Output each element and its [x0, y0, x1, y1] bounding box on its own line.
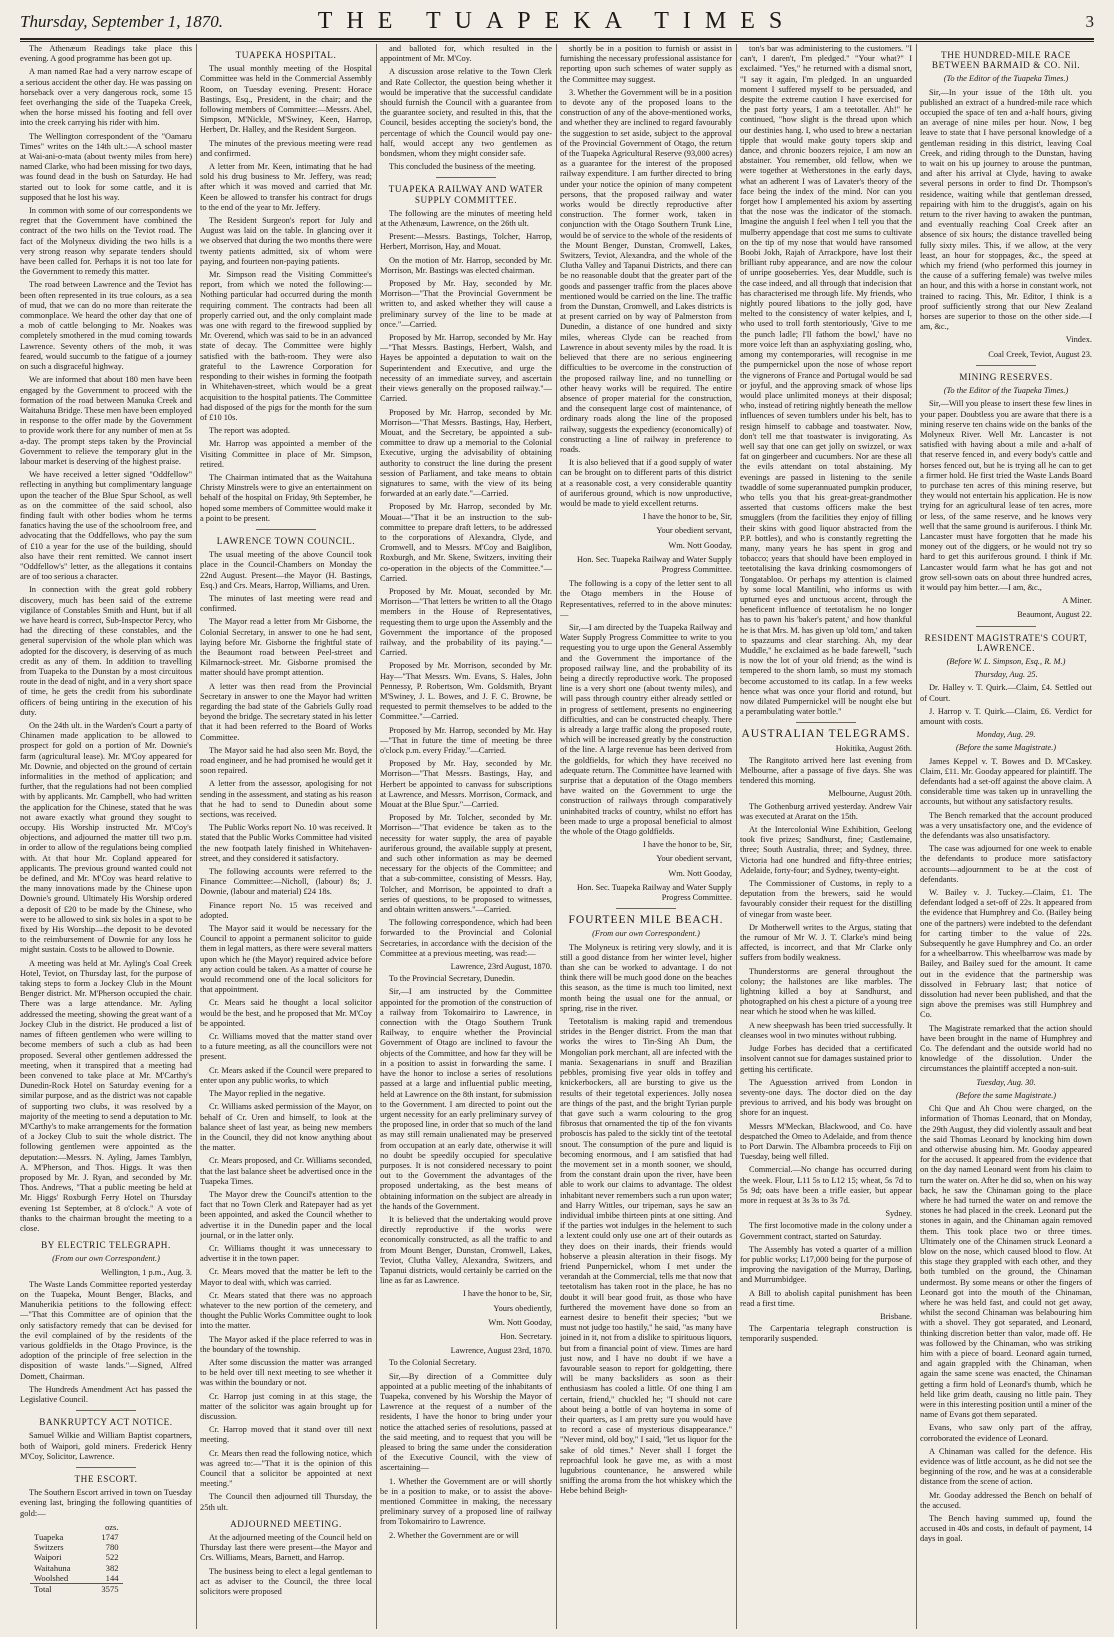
divider [796, 722, 856, 723]
paragraph: Evans, who saw only part of the affray, corroborated the evidence of Leonard. [920, 1423, 1092, 1443]
paragraph: Cr. Mears stated that there was no approach whatever to the new portion of the cemetery, and thought the Public Works Committee ought to look into the matter. [200, 1290, 372, 1331]
paragraph: Proposed by Mr. Hay, seconded by Mr. Morrison—"That the Provincial Government be written to, and asked whether they will cause a preliminary survey of the line to be made at once."—Carried. [380, 279, 552, 329]
railway-heading: TUAPEKA RAILWAY AND WATER SUPPLY COMMITTEE. [388, 184, 544, 205]
gold-ozs: 382 [105, 1562, 119, 1573]
paragraph: W. Bailey v. J. Tuckey.—Claim, £1. The defendant lodged a set-off of 22s. It appeared from the evidence that Humphrey and Co. (Bailey being one of the partners) were indebted to the defendant for carting timber to the value of 22s. Subsequently he gave Humphrey and Co. an order for a wheelbarrow. This wheelbarrow was made by Bailey, and Bailey sued for the amount. It came out in the evidence that the partnership was dissolved in February last; that notice of dissolution had never been published, and that the sign above the premises was still Humphrey and Co. [920, 888, 1092, 1020]
gold-place: Waitahuna [34, 1562, 71, 1573]
paragraph: Sir,—I am directed by the Tuapeka Railway and Water Supply Progress Committee to write to you requesting you to urge upon the General Assembly and the Government the importance of the proposed railway line, and the probability of its being a directly reproductive work. The proposed line is a very short one (about twenty miles), and will pass through country either already settled or in progress of settlement, presents no engineering difficulties, and can be constructed cheaply. There is already a large traffic along the proposed route, which will be increased greatly by the construction of the line. A large revenue has been derived from the goldfields, for which they have received no adequate return. The Committee have learned with surprise that a deputation of the Otago members have waited on the Government to urge the construction of railways through comparatively uninhabited tracks of country, whilst no effort has been made to urge a proposal beneficial to almost the whole of the Otago goldfields. [560, 622, 732, 837]
paragraph: The Resident Surgeon's report for July and August was laid on the table. In glancing over it we observed that during the two months there were twenty patients admitted, six of whom were paying, and fourteen non-paying patients. [200, 216, 372, 266]
column-1 [20, 44, 192, 1629]
signature-line: Your obedient servant, [656, 526, 732, 536]
paragraph: The Wellington correspondent of the "Oamaru Times" writes on the 14th ult.:—A school master at Wai-ani-o-mata (about twenty miles from here) named Clarke, who had been missing for two days, was found dead in the bush on Saturday. He had started out to look for some cattle, and it is supposed that he lost his way. [20, 131, 192, 202]
signature-line: A Miner. [1062, 596, 1092, 606]
gold-place: Woolshed [34, 1572, 69, 1583]
paragraph: It is believed that the undertaking would prove directly reproductive if the works were economically constructed, as all the traffic to and from Mount Benger, Dunstan, Cromwell, Lakes, Teviot, Clutha Valley, Alexandra, Switzers, and Tapanui districts, would certainly be carried on the line as far as Lawrence. [380, 1214, 552, 1286]
paragraph: The Molyneux is retiring very slowly, and it is still a good distance from her winter level, higher than she can be worked to advantage. I do not think there will be much good done on the beaches this season, as the time is much too limited, next month being the usual one for the annual, or spring, rise in the river. [560, 942, 732, 1013]
telegram-dateline: Melbourne, August 20th. [828, 789, 912, 799]
column-2 [200, 44, 372, 1629]
paragraph: Sir,—Will you please to insert these few lines in your paper. Doubtless you are aware that there is a mining reserve ten chains wide on the banks of the Molyneux River. Well Mr. Lancaster is not satisfied with having about a mile and a-half of that reserve fenced in, and every body's cattle and horses fenced out, but he is trying all he can to get a firmer hold. He first tried the Waste Lands Board to purchase ten acres of this mining reserve, but they would not entertain his application. He is now trying for an agricultural lease of ten acres, more or less, of the same reserve, and he knows very well that the same ground is auriferous. I think Mr. Lancaster must have forgotten that he made his money out of the diggers, or he would not try so hard to get this auriferous ground. I think if Mr. Lancaster would farm what he has got and not grow sell-sown oats on about three hundred acres, it would pay him better.—I am, &c., [920, 399, 1092, 592]
paragraph: J. Harrop v. T. Quirk.—Claim, £6. Verdict for amount with costs. [920, 706, 1092, 726]
paragraph: Commercial.—No change has occurred during the week. Flour, L11 5s to L12 15; wheat, 5s 7d to 5s 9d; oats have been a trifle easier, but appear more in request at 3s 3s to 3s 7d. [740, 1165, 912, 1205]
letter2-dateline: Lawrence, August 23rd, 1870. [450, 1346, 552, 1356]
railway-body [380, 209, 552, 959]
divider [616, 908, 676, 909]
paragraph: The Waste Lands Committee reported yesterday on the Tuapeka, Mount Benger, Blacks, and Manuherikia petitions to the following effect:—"That this Committee are of opinion that the only satisfactory remedy that can be devised for the evil complained of by the residents of the various goldfields in the Otago Province, is the adoption of the principle of free selection in the disposition of waste lands."—Signed, Alfred Domett, Chairman. [20, 1279, 192, 1381]
column-divider [376, 44, 377, 1629]
paragraph: Mr. Harrop was appointed a member of the Visiting Committee in place of Mr. Simpson, retired. [200, 439, 372, 469]
paragraph: 3. Whether the Government will be in a position to devote any of the proposed loans to the construction of any of the above-mentioned works, and whether they are inclined to regard favourably the suggestion to set aside, subject to the approval of the Provincial Government of Otago, the return of the Tuapeka Agricultural Reserve (93,000 acres) as a guarantee for the interest of the proposed railway expenditure. I am further directed to bring under your notice the opinion of many competent persons, that the proposed railway and water works would be directly reproductive after construction. The former work, taken in conjunction with the Otago Southern Trunk Line, would be of service to the whole of the residents of the Mount Benger, Dunstan, Cromwell, Lakes, Switzers, Teviot, Alexandra, and the whole of the Clutha Valley and Tapanui Districts, and there can be no reasonable doubt that the greater part of the goods and passenger traffic from the places above mentioned would be carried on the line. The traffic from the Dunstan, Cromwell, and Lakes districts is at present carried on by way of Palmerston from Dunedin, a distance of one hundred and sixty miles, whereas Clyde can be reached from Lawrence in about seventy miles by the road. It is believed that there are no serious engineering difficulties to be overcome in the construction of the proposed railway line, and no tunnelling or other heavy works will be required. The entire absence of proper material for the construction, and the consequent large cost of maintenance, of ordinary roads along the line of the proposed railway, suggests the expediency (economically) of constructing a line of railway in preference to roads. [560, 87, 732, 454]
paragraph: Proposed by Mr. Hay, seconded by Mr. Morrison—"That Messrs. Bastings, Hay, and Herbert be appointed to canvass for subscriptions at Lawrence, and Messrs. Morrison, Cormack, and Mouat at the Blue Spur."—Carried. [380, 759, 552, 810]
paragraph: The Mayor drew the Council's attention to the fact that no Town Clerk and Ratepayer had as yet been appointed, and asked the Council whether to advertise it in the Dunedin paper and the local journal, or in the latter only. [200, 1189, 372, 1240]
sydney-dateline: Sydney. [885, 1209, 912, 1219]
paragraph: At the Intercolonial Wine Exhibition, Geelong took five prizes; Sandhurst, fine; Castlemaine, three; South Australia, three; and Sydney, three. Victoria had one hundred and fifty-three entries; Adelaide, forty-four; and Sydney, twenty-eight. [740, 825, 912, 875]
race-body [920, 88, 1092, 333]
divider [436, 177, 496, 178]
signature-line: Hon. Secretary. [500, 1331, 552, 1341]
court-date-1: Thursday, Aug. 25. [974, 670, 1038, 680]
paragraph: James Keppel v. T. Bowes and D. M'Caskey. Claim, £11. Mr. Gooday appeared for plaintiff. The defendants had a set-off against the above claim. A considerable time was taken up in unravelling the accounts, but without any satisfactory results. [920, 756, 1092, 807]
beach-body [560, 943, 732, 1497]
letter2-continued [560, 44, 732, 509]
paragraph: Proposed by Mr. Harrop, seconded by Mr. Morrison—"That Messrs. Bastings, Hay, Herbert, Mouat, and the Secretary, be appointed a sub-committee to draw up a memorial to the Colonial Executive, urging the advisability of obtaining authority to construct the line during the present session of Parliament, and take means to obtain signatures to same, with the view of its being forwarded at an early date."—Carried. [380, 407, 552, 499]
paragraph: Mr. Simpson read the Visiting Committee's report, from which we noted the following:—Nothing particular had occurred during the month requiring comment. The contracts had been all properly carried out, and the only complaint made was one with regard to the firewood supplied by Mr. Overend, which was said to be in an advanced state of decay. The Committee were highly satisfied with the bath-room. They were also grateful to the Lawrence Corporation for responding to their wishes in forming the footpath in Whitehaven-street, which would be a great acquisition to the hospital patients. The Committee had disposed of the pigs for the month for the sum of £10 10s. [200, 270, 372, 422]
telegraph-heading: BY ELECTRIC TELEGRAPH. [41, 1240, 171, 1251]
signature-line: Hon. Sec. Tuapeka Railway and Water Supply Progress Committee. [576, 882, 732, 903]
paragraph: This concluded the business of the meeting. [389, 162, 536, 172]
paragraph: Present:—Messrs. Bastings, Tolcher, Harrop, Herbert, Morrison, Hay, and Mouat. [380, 232, 552, 252]
paragraph: The usual monthly meeting of the Hospital Committee was held in the Commercial Assembly Room, on Tuesday evening. Present: Horace Bastings, Esq., President, in the chair; and the following members of Committee:—Messrs. Abel, Simpson, M'Nickle, M'Swiney, Keen, Harrop, Herbert, Dr. Halley, and the Resident Surgeon. [200, 64, 372, 135]
gold-ozs: 1747 [101, 1532, 119, 1543]
paragraph: Sir,—In your issue of the 18th ult. you published an extract of a hundred-mile race which occupied the space of ten and a-half hours, giving an average of nine miles per hour. Now, I beg leave to state that I have personal knowledge of a gentleman residing in this district, leaving Coal Creek, and riding through to the Dunstan, having to wait on his up journey to arouse the puntman, and after his arrival at Clyde, having to awake several persons in order to find Dr. Thompson's residence, waiting while that gentleman dressed, repairing with him to the druggist's, again on his return to the river having to awaken the puntman, and eventually reaching Coal Creek after an absence of six hours; the distance travelled being fully sixty miles. This, if we allow, at the very least, an hour for stoppages, &c., the speed at which my friend (who performed this journey in the cause of a suffering female) was twelve miles an hour, and this with a horse in constant work, not trained to racing. This, Mr. Editor, I think is a proof sufficiently strong that our New Zealand horses are superior to those on the other side.—I am, &c., [920, 87, 1092, 332]
hospital-heading: TUAPEKA HOSPITAL. [235, 50, 337, 60]
brisbane-dateline: Brisbane. [880, 1311, 912, 1321]
gold-place: Switzers [34, 1542, 64, 1553]
council-continued [380, 44, 552, 172]
paragraph: A letter from the assessor, apologising for not sending in the assessment, and stating as his reason that he had to send to Dunedin about some sections, was received. [200, 779, 372, 820]
council-heading: LAWRENCE TOWN COUNCIL. [216, 535, 356, 546]
sydney-body [740, 1221, 912, 1309]
paragraph: A Bill to abolish capital punishment has been read a first time. [740, 1288, 912, 1308]
beach-sub: (From our own Correspondent.) [592, 929, 700, 939]
signature-line: Your obedient servant, [656, 854, 732, 864]
paragraph: Proposed by Mr. Morrison, seconded by Mr. Hay—"That Messrs. Wm. Evans, S. Hales, John Pennessy, P. Robertson, Wm. Goldsmith, Bryant M'Swiney, J. L. Bowes, and J. F. C. Browne, be requested to permit themselves to be added to the Committee."—Carried. [380, 661, 552, 722]
signature-line: I have the honor to be, Sir, [643, 840, 732, 850]
paragraph: Messrs M'Meckan, Blackwood, and Co. have despatched the Omeo to Adelaide, and from thence to Port Darwin. The Albambra proceeds to Fiji on Tuesday, being well filled. [740, 1121, 912, 1162]
paragraph: Cr. Mears then read the following notice, which was agreed to:—"That it is the opinion of this Council that a solicitor be appointed at next meeting." [200, 1448, 372, 1489]
paragraph: Chi Que and Ah Chou were charged, on the information of Thomas Leonard, that on Monday, the 29th August, they did violently assault and beat the said Thomas Leonard by knocking him down and otherwise abusing him. Mr. Gooday appeared for the accused. It appeared from the evidence that on the day named Leonard went from his claim to turn the water on. After he did so, when on his way back, he saw the Chinaman going to the place where he had turned the water on and remove the stones he had placed in the creek. Leonard put the stones in again, and the Chinaman again removed them. This took place two or three times. Ultimately one of the Chinamen struck Leonard a blow on the nose, which caused blood to flow. At this stage they grappled with each other, and they both tumbled on the ground, the Chinaman undermost. By some means or other the fingers of Leonard got into the mouth of the Chinaman, where he was held fast, and could not get away, whilst the second Chinaman was belabouring him with a shovel. They got separated, and Leonard, thinking discretion better than valor, made off. He was followed by the Chinaman, who was striking him with a piece of board. Leonard again turned, and again grappled with the Chinaman, when again the same scene was enacted, the Chinaman getting a firm hold of Leonard's thumb, which he held like grim death, causing no little pain. They were in this interesting position until a miner of the name of Evans got them separated. [920, 1104, 1092, 1420]
telegraph-dateline: Wellington, 1 p.m., Aug. 3. [101, 1267, 192, 1277]
race-sub: (To the Editor of the Tuapeka Times.) [943, 74, 1069, 84]
gold-place: Tuapeka [34, 1532, 64, 1543]
paragraph: The Magistrate remarked that the action should have been brought in the name of Humphrey and Co. The defendant and the outside world had no knowledge of the dissolution. Under the circumstances the plaintiff accepted a non-suit. [920, 1023, 1092, 1074]
top-rule [20, 38, 1094, 40]
paragraph: Cr. Williams asked permission of the Mayor, on behalf of Cr. Uren and himself, to look at the balance sheet of last year, as being new members in the Council, they did not know anything about the matter. [200, 1102, 372, 1153]
paragraph: A new sheepwash has been tried successfully. It cleanses wool in two minutes without rubbing. [740, 1020, 912, 1040]
gold-total: 3575 [75, 1584, 123, 1595]
telegram-items [740, 744, 912, 822]
telegram-body [740, 825, 912, 1206]
letter2-signature [560, 512, 732, 575]
paragraph: and balloted for, which resulted in the appointment of Mr. M'Coy. [380, 44, 552, 64]
beach-heading: FOURTEEN MILE BEACH. [568, 914, 724, 927]
issue-date: Thursday, September 1, 1870. [20, 12, 224, 31]
paragraph: The Mayor said it would be necessary for the Council to appoint a permanent solicitor to guide them in legal matters, as there were several matters upon which he (the Mayor) required advice before any action could be taken. As a matter of course he would recommend one of the local solicitors for that appointment. [200, 924, 372, 995]
adjourned-body [200, 1533, 372, 1597]
paragraph: Sir,—By direction of a Committee duly appointed at a public meeting of the inhabitants of Tuapeka, convened by his Worship the Mayor of Lawrence at the request of a number of the residents, I have the honor to bring under your notice the attached series of resolutions, passed at the said meeting, and to request that you will be pleased to bring the same under the consideration of the Executive Council, with the view of ascertaining— [380, 1371, 552, 1473]
council-body [200, 550, 372, 1513]
mining-signature [920, 596, 1092, 620]
paragraph: A letter was then read from the Provincial Secretary in answer to one the Mayor had written regarding the bad state of the Gabriels Gully road beyond the bridge. The secretary stated in his letter that it had been referred to the Board of Works Committee. [200, 681, 372, 742]
paragraph: The Mayor asked if the place referred to was in the boundary of the township. [200, 1334, 372, 1354]
court-cases-3 [920, 1104, 1092, 1545]
race-heading: THE HUNDRED-MILE RACE BETWEEN BARMAID & CO. Nil. [931, 50, 1081, 71]
signature-line: Coal Creek, Teviot, August 23. [988, 349, 1092, 359]
paragraph: 2. Whether the Government are or will [389, 1530, 519, 1540]
signature-line: I have the honor to be, Sir, [643, 512, 732, 522]
masthead [20, 8, 1094, 38]
paragraph: Proposed by Mr. Harrop, seconded by Mr. Hay—"That Messrs. Bastings, Herbert, Walsh, and Hayes be appointed a deputation to wait on the Superintendent and Executive, and urge the necessity of an immediate survey, and ascertain their views generally on the proposed railway."—Carried. [380, 333, 552, 404]
paragraph: 1. Whether the Government are or will shortly be in a position to make, or to assist the above-mentioned Committee in making, the necessary preliminary survey of a proposed line of railway from Tokomairiro to Lawrence. [380, 1476, 552, 1527]
race-signature [920, 335, 1092, 359]
column-3 [380, 44, 552, 1629]
escort-heading: THE ESCORT. [74, 1474, 138, 1485]
columns [20, 44, 1094, 1629]
divider [976, 626, 1036, 627]
divider [76, 1410, 136, 1411]
paragraph: The Mayor said he had also seen Mr. Boyd, the road engineer, and he had promised he would get it soon repaired. [200, 745, 372, 776]
signature-line: I have the honor to be, Sir, [463, 1289, 552, 1299]
paragraph: The Council then adjourned till Thursday, the 25th ult. [200, 1492, 372, 1512]
gold-ozs: 522 [105, 1552, 119, 1563]
paragraph: The Athenæum Readings take place this evening. A good programme has been got up. [20, 44, 192, 64]
paragraph: The following are the minutes of meeting held at the Athenæum, Lawrence, on the 26th ult. [380, 208, 552, 229]
paragraph: Dr Motherwell writes to the Argus, stating that the rumour of Mr W. J. T. Clarke's mind being affected, is incorrect, and that Mr Clarke only suffers from bodily weakness. [740, 922, 912, 963]
paragraph: After some discussion the matter was arranged to be held over till next meeting to see whether it was within the boundary or not. [200, 1357, 372, 1388]
paragraph: The minutes of last meeting were read and confirmed. [200, 593, 372, 614]
paragraph: Dr. Halley v. T. Quirk.—Claim, £4. Settled out of Court. [920, 683, 1092, 703]
paragraph: Cr. Mears asked if the Council were prepared to enter upon any public works, to which [200, 1065, 372, 1085]
page-number: 3 [1085, 12, 1094, 31]
telegraph-sub: (From our own Correspondent.) [52, 1254, 160, 1264]
gold-row [30, 1573, 123, 1584]
adjourned-heading: ADJOURNED MEETING. [230, 1518, 342, 1529]
column-divider [736, 44, 737, 1629]
signature-line: Wm. Nott Gooday, [668, 540, 732, 550]
paragraph: Cr. Williams moved that the matter stand over to a future meeting, as all the councillors were not present. [200, 1032, 372, 1062]
paragraph: shortly be in a position to furnish or assist in furnishing the necessary professional assistance for reporting upon such schemes of water supply as the Committee may suggest. [560, 44, 732, 84]
paragraph: We are informed that about 180 men have been engaged by the Government to proceed with the formation of the road between Manuka Creek and Waitahuna Bridge. These men have been employed in response to the offer made by the Government to provide work there for any number of men at 5s a-day. The prompt steps taken by the Provincial Government to relieve the temporary glut in the labour market is deserving of the highest praise. [20, 375, 192, 466]
paragraph: Judge Forbes has decided that a certificated insolvent cannot sue for damages sustained prior to getting his certificate. [740, 1044, 912, 1074]
brisbane-text: The Carpentaria telegraph construction is temporarily suspended. [740, 1324, 912, 1344]
gold-total-row [30, 1584, 123, 1595]
paragraph: We have received a letter signed "Oddfellow" reflecting in anything but complimentary language upon the teacher of the Blue Spur School, as well as on the committee of the said school, also finding fault with other bodies whom he terms fanatics having the use of the schoolroom free, and advocating that the Oddfellows, who pay the sum of £10 a year for the use of the building, should also have their rent remitted. We cannot insert "Oddfellow's" letter, as the allegations it contains are of too serious a character. [20, 470, 192, 582]
paragraph: The Mayor replied in the negative. [209, 1089, 326, 1099]
mining-sub: (To the Editor of the Tuapeka Times.) [943, 386, 1069, 396]
paragraph: The Public Works report No. 10 was received. It stated that the Public Works Committee had visited the new footpath lately finished in Whitehaven-street, and they considered it satisfactory. [200, 823, 372, 863]
telegraph-body [20, 1280, 192, 1405]
gold-row [30, 1563, 123, 1573]
paragraph: The Mayor read a letter from Mr Gisborne, the Colonial Secretary, in answer to one he had sent, laying before Mr. Gisborne the frightful state of the Beaumont road between Peel-street and Kilmarnock-street. Mr. Gisborne promised the matter should have prompt attention. [200, 617, 372, 678]
hospital-body [200, 64, 372, 524]
paragraph: A meeting was held at Mr. Ayling's Coal Creek Hotel, Teviot, on Thursday last, for the purpose of taking steps to form a Jockey Club in the Mount Benger district. Mr. M'Pherson occupied the chair. There was a large attendance. Mr. Ayling addressed the meeting, showing the great want of a Jockey Club in the district. He produced a list of names of fifteen gentlemen who were willing to become members of such a club as had been proposed. Several other gentlemen addressed the meeting, when it transpired that a meeting had been convened to take place at Mr. M'Carthy's Dunedin-Rock Hotel on Saturday evening for a similar purpose, and as the district was not capable of supporting two clubs, it was resolved by a majority of the meeting to send a deputation to Mr. M'Carthy's to make arrangements for the formation of a Jockey Club to suit the whole district. The following gentlemen were appointed as the deputation:—Messrs. N. Ayling, James Tamblyn, A. M'Pherson, and Thos. Higgs. It was then proposed by Mr. J. Ryan, and seconded by Mr. Thos. Andrews, "That a public meeting be held at Mr. Higgs' Roxburgh Ferry Hotel on Thursday evening 1st September, at 8 o'clock." A vote of thanks to the chairman brought the meeting to a close. [20, 958, 192, 1233]
court-sub-2: (Before the same Magistrate.) [955, 743, 1057, 753]
column-4 [560, 44, 732, 1629]
paragraph: It is also believed that if a good supply of water can be brought on to different parts of this district at a reasonable cost, a very considerable quantity of auriferous ground, which is now unproductive, would be made to yield excellent returns. [560, 458, 732, 508]
paragraph: The Chairman intimated that as the Waitahuna Christy Minstrels were to give an entertainment on behalf of the hospital on Friday, 9th September, he hoped some members of Committee would make it a point to be present. [200, 472, 372, 523]
paragraph: Cr. Mears moved that the matter be left to the Mayor to deal with, which was carried. [200, 1267, 372, 1287]
gold-total-label: Total [30, 1584, 75, 1595]
bankruptcy-text: Samuel Wilkie and William Baptist copartners, both of Waipori, gold miners. Frederick Henry M'Coy, Solicitor, Lawrence. [20, 1431, 192, 1461]
column-6 [920, 44, 1092, 1629]
divider [76, 1467, 136, 1468]
paragraph: The report was adopted. [209, 426, 290, 436]
paragraph: Finance report No. 15 was received and adopted. [200, 900, 372, 920]
gold-row [30, 1532, 123, 1542]
letter1-body [380, 974, 552, 1286]
paragraph: At the adjourned meeting of the Council held on Thursday last there were present—the Mayor and Crs. Williams, Mears, Barnett, and Harrop. [200, 1533, 372, 1563]
paragraph: The Aguesstion arrived from London in seventy-one days. The doctor died on the day previous to arrived, and his body was brought on shore for an inquest. [740, 1077, 912, 1118]
gold-place: Waipori [34, 1552, 62, 1563]
paragraph: To the Provincial Secretary, Dunedin. [389, 974, 515, 984]
paragraph: A letter from Mr. Keen, intimating that he had sold his drug business to Mr. Jeffery, was read; after which it was moved and carried that Mr. Keen be allowed to transfer his contract for drugs to the end of the year to Mr. Jeffery. [200, 162, 372, 212]
local-news [20, 44, 192, 1234]
paragraph: To the Colonial Secretary. [389, 1358, 477, 1368]
paragraph: Cr. Harrop moved that it stand over till next meeting. [200, 1425, 372, 1445]
members-letter-signature [560, 840, 732, 903]
paragraph: Mr. Gooday addressed the Bench on behalf of the accused. [920, 1490, 1092, 1510]
paragraph: The following is a copy of the letter sent to all the Otago members in the House of Representatives, referred to in the above minutes:— [560, 579, 732, 619]
gold-row [30, 1552, 123, 1562]
gold-table [30, 1522, 123, 1594]
paragraph: The following correspondence, which had been forwarded to the Provincial and Colonial Secretaries, in accordance with the decision of the Committee at a previous meeting, was read:— [380, 918, 552, 958]
letter2-body [380, 1358, 552, 1540]
paragraph: Proposed by Mr. Harrop, seconded by Mr. Mouat—"That it be an instruction to the sub-committee to prepare draft letters, to be addressed to the corporations of Alexandra, Clyde, and Cromwell, and to Messrs. M'Coy and Baiglibon, Roxburgh, and Mr. Skene, Switzers, inviting their co-operation in the objects of the Committee."—Carried. [380, 502, 552, 583]
paragraph: In common with some of our correspondents we regret that the Government have combined the contract of the two hills on the Teviot road. The fact of the Molyneux dividing the two hills is a very strong reason why separate tenders should have been called for. Perhaps it is not too late for the Government to remedy this matter. [20, 206, 192, 277]
paragraph: On the 24th ult. in the Warden's Court a party of Chinamen made application to be allowed to prospect for gold on a portion of Mr. Downie's farm (agricultural lease). Mr. M'Coy appeared for Mr. Downie, and objected on the ground of certain informalities in the method of application; and further, that the regulations had not been complied with by applicants. Mr. Campbell, who had written the application for the Chinese, stated that he was not aware exactly what ground they sought to occupy. His Worship instructed Mr. M'Coy's objections, and adjourned the matter till two p.m. in order to allow of the regulations being complied with. At that hour Mr. Copland appeared for applicants. The previous ground wanted could not be defined, and Mr. M'Coy was heard relative to the many innovations made by the Chinese upon Downie's ground. Ultimately His Worship ordered a deposit of £20 to be made by the Chinese, who were to be allowed to sink six holes in a spot to be fixed by His Worship—the deposit to be devoted to the reimbursement of Downie for any loss he might sustain. Costs to be allowed to Downie. [20, 721, 192, 955]
telegram-text: The Rangitoto arrived here last evening from Melbourne, after a passage of five days. She was tendered this morning. [740, 755, 912, 786]
paragraph: The minutes of the previous meeting were read and confirmed. [200, 138, 372, 158]
beach-continued [740, 44, 912, 717]
paragraph: Teetotalism is making rapid and tremendous strides in the Benger district. From the man that works the wires to Tin-Sing Ah Dum, the Mongolian pork merchant, all are infected with the mania. Sexagenarians in snuff and Brazilian pebbles, promising five year olds in toffey and knickerbockers, all are bursting to give us the results of their tegetotal experiences. Jolly nosea are things of the past, and the bright Tyrian purple that gave such a warm colouring to the grog fibrosus that ornamented the tip of the fon vivants proboscis has paled to the sickly tint of the teetotal snout. The consumption of the pure and liquid is becoming enormous, and I am satisfied that had the movement set in a month sooner, we should, from the constant drain upon the river, have been able to work our claims to advantage. The oldest inhabitant never remembers such a run upon water; and Harry Wittles, our tripeman, says he saw an individual imbibe thirteen pints at one sitting. And if the parties wot indulges in the helement to such a lextent could only use one art of their outards as they does on their inards, their friends would hobserve a pleasin alteration in their fisogs. My friend Punpernickel, whom I met under the verandah at the Commercial, tells me that now that teetotalism has taken root in the place, he has no doubt it will bear good fruit, as those who have furthered the movement have done so from an earnest desire to benefit their species; "but we must not judge too hastily," he said, "as many have joined in it, not from a dislike to spirituous liquors, but from a financial point of view. Times are hard just now, and I have no doubt if we have a favourable season to report for goldgetting, there will be many backsliders as soon as their enthusiasm has cooled a little. Of one thing I am certain, friend," chuckled he; "I should not care about being a bottle of van hoytema in some of their quarters, as I am pretty sure you would have to record a case of mysterious disappearance." "Never mind, old boy," I said, "let us liquor for the sake of old times." Never shall I forget the reproachful look he gave me, as with a most lugubrious countenance, he answered while sniffing the aroma from the hot whiskey which the Hebe behind Beigh- [560, 1017, 732, 1496]
gold-ozs: 780 [105, 1542, 119, 1553]
column-divider [916, 44, 917, 1629]
mining-body [920, 399, 1092, 593]
paragraph: In connection with the great gold robbery discovery, much has been said of the extreme vigilance of Constables Smith and Hunt, but if all we have heard is correct, Sub-Inspector Percy, who had the directing of these constables, and the general supervision of the whole plan which was adopted for the discovery, is deserving of as much credit as any of them. In addition to travelling from Tuapeka to the Dunstan by a most circuitous route in the dead of night, and in a very short space of time, he gets the credit from his subordinate officers of being untiring in the execution of his duty. [20, 585, 192, 717]
court-cases-1 [920, 683, 1092, 727]
court-date-3: Tuesday, Aug. 30. [976, 1077, 1036, 1087]
paragraph: A discussion arose relative to the Town Clerk and Rate Collector, the question being whether it would be imperative that the successful candidate should furnish the Council with a guarantee from the guarantee society, and resulted in this, that the Council, besides accepting the society's bond, the percentage of which the Council would pay one-half, would accept any two gentlemen as bondsmen, whom they might consider safe. [380, 67, 552, 159]
telegram-dateline: Hokitika, August 26th. [835, 743, 912, 753]
paragraph: Thunderstorms are general throughout the colony; the hailstones are like marbles. The lightning killed a boy at Sandhurst, and photographed on his chest a picture of a young tree near which he stood when he was killed. [740, 966, 912, 1017]
letter1-signature [380, 1289, 552, 1342]
divider [976, 365, 1036, 366]
column-divider [556, 44, 557, 1629]
signature-line: Yours obediently, [493, 1303, 552, 1313]
paragraph: The road between Lawrence and the Teviot has been often represented in its true colours, as a sea of mud, that we can do no more than reiterate the commonplace. We heard the other day that one of a mob of cattle belonging to Mr. Noakes was completely smothered in the mud coming towards Lawrence. Seventy others of the mob, it was feared, would succumb to the fatigue of a journey on such a disgraceful highway. [20, 280, 192, 372]
paragraph: The Hundreds Amendment Act has passed the Legislative Council. [20, 1384, 192, 1404]
paragraph: Cr. Mears proposed, and Cr. Williams seconded, that the last balance sheet be advertised once in the Tuapeka Times. [200, 1156, 372, 1186]
paragraph: Proposed by Mr. Tolcher, seconded by Mr. Morrison—"That evidence be taken as to the necessity for water supply, the area of payable auriferous ground, the available supply at present, and such other information as may be deemed necessary for the objects of the Committee; and that a sub-committee, consisting of Messrs. Hay, Tolcher, and Morrison, be appointed to draft a series of questions, to be proposed to witnesses, and obtain written answers."—Carried. [380, 813, 552, 915]
paragraph: Sir,—I am instructed by the Committee appointed for the promotion of the construction of a railway from Tokomairiro to Lawrence, in connection with the Otago Southern Trunk Railway, to enquire whether the Provincial Government of Otago are inclined to favour the objects of the Committee, and how far they will be in a position to assist in forwarding the same. I have the honor to inclose a series of resolutions passed at a large and influential public meeting, held at Lawrence on the 8th instant, for submission to the Government. I am directed to point out the urgent necessity for an early preliminary survey of the proposed line, in order that so much of the land as may still remain unalienated may be preserved from occupation at an early date, otherwise it will no doubt be speedily occupied for speculative purposes. It is not considered necessary to point out to the Government the advantages of the proposed undertaking, as the best means of obtaining information on the subject are already in the hands of the Government. [380, 987, 552, 1211]
paragraph: The Bench having summed up, found the accused in 40s and costs, in default of payment, 14 days in goal. [920, 1514, 1092, 1544]
signature-line: Hon. Sec. Tuapeka Railway and Water Supply Progress Committee. [576, 554, 732, 574]
court-date-2: Monday, Aug. 29. [976, 730, 1036, 740]
members-letter [560, 579, 732, 837]
gold-unit: ozs. [104, 1521, 119, 1532]
top-rule-thin [20, 41, 1094, 42]
paragraph: On the motion of Mr. Harrop, seconded by Mr. Morrison, Mr. Bastings was elected chairman. [380, 255, 552, 275]
paragraph: The business being to elect a legal gentleman to act as adviser to the Council, the three local solicitors were proposed [200, 1566, 372, 1597]
australian-telegrams-heading: AUSTRALIAN TELEGRAMS. [741, 728, 911, 741]
paragraph: Proposed by Mr. Mouat, seconded by Mr. Morrison—"That letters be written to all the Otago members in the House of Representatives, requesting them to urge upon the Assembly and the Government the importance of the proposed railway, and the probability of its paying."—Carried. [380, 586, 552, 658]
court-heading: RESIDENT MAGISTRATE'S COURT, LAWRENCE. [924, 632, 1088, 653]
paper-title: THE TUAPEKA TIMES [317, 8, 797, 34]
paragraph: Cr. Mears said he thought a local solicitor would be the best, and he proposed that Mr. M'Coy be appointed. [200, 998, 372, 1028]
paragraph: The following accounts were referred to the Finance Committee:—Nicholl, (labour) 8s; J. Downie, (labour and material) £24 18s. [200, 867, 372, 897]
paragraph: Cr. Williams thought it was unnecessary to advertise it in the town paper. [200, 1243, 372, 1264]
signature-line: Vindex. [1065, 335, 1092, 345]
gold-ozs: 144 [105, 1572, 119, 1583]
bankruptcy-heading: BANKRUPTCY ACT NOTICE. [39, 1417, 173, 1428]
paragraph: ton's bar was administering to the customers. "I can't, I daren't, I'm pledged." "Your what?" I exclaimed. "Yes," he returned with a dismal snort, "I say it again, I'm pledged. In an unguarded moment I suffered myself to be persuaded, and despite the extreme caution I have exercised for the past forty years, I am a teetotaller. Ah!" he continued, "how slight is the thread upon which our destinies hang. I, who used to brew a nectarian tipple that would make gouty topers skip and dance, and chronic boozers rejoice, I am now an abstainer. You remember, old fellow, when we were together at Wetherstones in the early days, what an adherent I was of Lavater's theory of the face being the index of the mind. Nor can you forget how I amplemented his axiom by asserting that the nose was the indicator of the stomach. Imagine the anguish I feel when I tell you that the mulberry appendage that cost me sums to cultivate on the tip of my nose that would have ransomed Boobi Jokh, Rajah of Arrackpore, have lost their brilliant ruby appearance, and are now the colour of unripe gooseberries. Yes, dear Muddle, such is the case indeed, and all through that indecision that has characterised me through life. My friends, who nightly poured libations to the jolly god, have melted to the consistency of water kelpies, and I, who used to troll forth stentoriously, 'Give to me the punch ladle; I'll fathom the bowl,' have no more voice left than an asphyxiating gosling, who, among my contemporaries, will recognise in me the pumpernickel upon the nose of whose report the vignerons of France and Portugal would be sad or joyful, and the approving smack of whose lips would place unlimited moneys at their disposal; who, instead of retiring nightly beneath the mellow influences of seven tumblers under his belt, has to resign himself to cabbage and toastwater. Now, don't tell me that toastwater is invigorating. As well say that one can get jolly on swizzel, or wax fat on gingerbeer and cucumbers. Nor are these all the evils attendant on total abstaining. My evenings are passed in listening to the senile twaddle of some superannuated pumpkin producer, who tells you that his great-great-grandmother asserted that customs officers make the best smugglers (from the facilities they enjoy of filling their skins with good liquor abstracted from the P.P. bottles), and who is constantly regretting the many, many years he has spent in grog and tobacco; years that should have been employed in teetotalising the kava drinking cosmomongers of Tongatabloo. Or perhaps my attention is claimed by some local Mantilini, who informs us with upturned eyes and unctuous accent, through the beneficent influence of teetotalism he no longer has to pawn his 'baker's patent,' and how thankful he is that Mrs. M. has given up 'old tom,' and taken to spazzums and clear starching. Ah, my dear Muddle," he exclaimed as he bade farewell, "such is now the lot of your old friend; as the wind is tempered to the shorn lamb, so must my stomach become accustomed to its catlap. In a few weeks hence what was once your florid and rotund, but now dilated Pumpernickel will be nought else but a perambulating water bottle." [740, 44, 912, 717]
escort-text: The Southern Escort arrived in town on Tuesday evening last, bringing the following quantities of gold:— [20, 1488, 192, 1518]
court-sub: (Before W. L. Simpson, Esq., R. M.) [946, 656, 1066, 666]
signature-line: Beaumont, August 22. [1017, 610, 1092, 620]
signature-line: Wm. Nott Gooday, [668, 868, 732, 878]
signature-line: Wm. Nott Gooday, [488, 1317, 552, 1327]
gold-row [30, 1542, 123, 1552]
mining-heading: MINING RESERVES. [959, 371, 1053, 382]
column-divider [196, 44, 197, 1629]
telegram-text: The Gothenburg arrived yesterday. Andrew Vair was executed at Ararat on the 15th. [740, 801, 912, 821]
paragraph: A man named Rae had a very narrow escape of a serious accident the other day. He was passing on horseback over a very dangerous rock, some 15 feet overhanging the side of the Tuapeka Creek, when the horse missed his footing and fell over into the creek carrying his rider with him. [20, 67, 192, 128]
paragraph: The Commissioner of Customs, in reply to a deputation from the brewers, said he would favourably consider their request for the distilling of vinegar from waste beer. [740, 879, 912, 919]
paragraph: Proposed by Mr. Harrop, seconded by Mr. Hay—"That in future the time of meeting be three o'clock p.m. every Friday."—Carried. [380, 725, 552, 755]
paragraph: The first locomotive made in the colony under a Government contract, started on Saturday. [740, 1221, 912, 1241]
court-sub-3: (Before the same Magistrate.) [955, 1090, 1057, 1100]
court-cases-2 [920, 757, 1092, 1075]
divider [256, 529, 316, 530]
paragraph: Cr. Harrop just coming in at this stage, the matter of the solicitor was again brought up for discussion. [200, 1391, 372, 1421]
column-5 [740, 44, 912, 1629]
paragraph: A Chinaman was called for the defence. His evidence was of little account, as he did not see the beginning of the row, and he was at a considerable distance from the scene of action. [920, 1446, 1092, 1487]
paragraph: The Assembly has voted a quarter of a million for public works; L17,000 being for the purpose of improving the navigation of the Murray, Darling, and Murrumbidgee. [740, 1244, 912, 1285]
paragraph: The usual meeting of the above Council took place in the Council-Chambers on Monday the 22nd August. Present—the Mayor (H. Bastings, Esq.) and Crs. Mears, Harrop, Williams, and Uren. [200, 550, 372, 590]
paragraph: The case was adjourned for one week to enable the defendants to produce more satisfactory accounts—adjournment to be at the cost of defendants. [920, 844, 1092, 884]
paragraph: The Bench remarked that the account produced was a very unsatisfactory one, and the evidence of the defendants was also unsatisfactory. [920, 810, 1092, 841]
letter1-dateline: Lawrence, 23rd August, 1870. [450, 962, 552, 972]
